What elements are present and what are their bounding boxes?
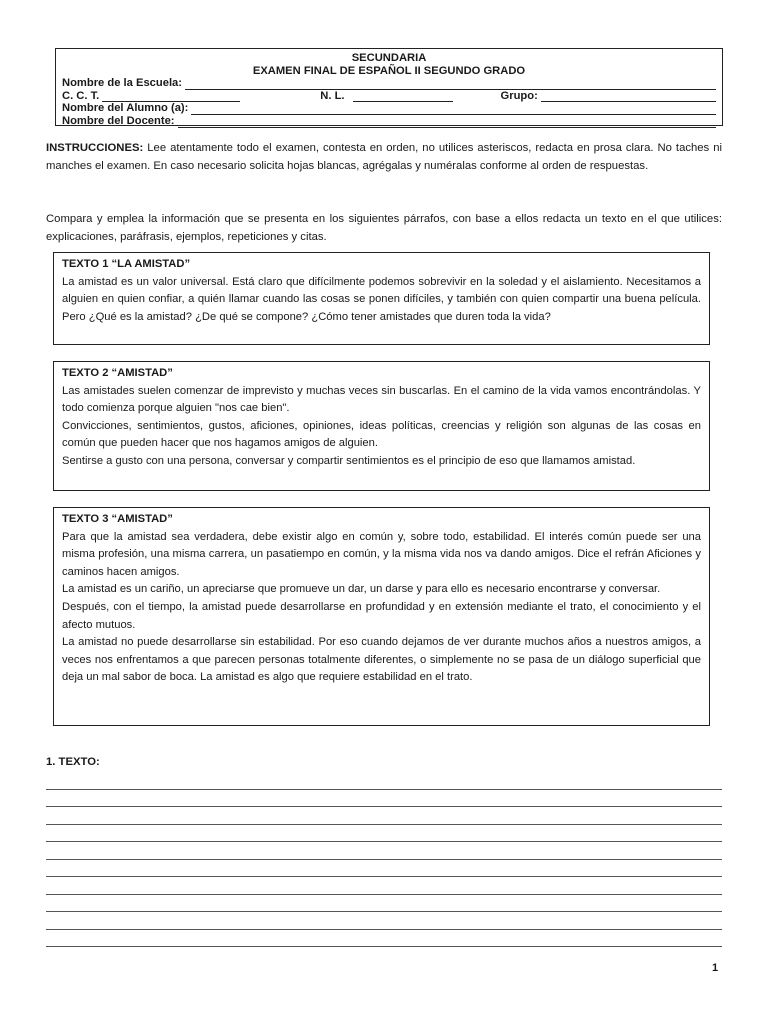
answer-line[interactable]: [46, 877, 722, 895]
instructions: [46, 140, 722, 176]
text-paragraph: La amistad es un valor universal. Está claro que difícilmente podemos sobrevivir en la soledad y el aislamiento. Necesitamos a alguien en quien confiar, a quién llamar cuando las cosas se ponen difíciles, y también con quien compartir una buena película. Pero ¿Qué es la amistad? ¿De qué se compone? ¿Cómo tener amistades que duren toda la vida?: [62, 275, 701, 323]
question-1-label: 1. TEXTO:: [46, 756, 100, 768]
text-paragraph: Convicciones, sentimientos, gustos, aficiones, opiniones, ideas políticas, creencias y religión son algunas de las cosas en común que pueden hacer que nos hagamos amigos de alguien.: [62, 419, 701, 450]
nl-blank[interactable]: [353, 92, 453, 102]
answer-line[interactable]: [46, 825, 722, 843]
answer-line[interactable]: [46, 930, 722, 948]
text-box-2: [53, 361, 710, 491]
nl-label: N. L.: [320, 89, 345, 102]
text-box-1: [53, 252, 710, 345]
text-box-title: TEXTO 1 “LA AMISTAD”: [62, 258, 191, 270]
answer-line[interactable]: [46, 842, 722, 860]
group-label: Grupo:: [500, 89, 538, 102]
text-paragraph: Sentirse a gusto con una persona, conversar y compartir sentimientos es el principio de eso que llamamos amistad.: [62, 454, 636, 467]
text-box-3: [53, 507, 710, 726]
teacher-blank[interactable]: [178, 118, 716, 128]
text-box-title: TEXTO 3 “AMISTAD”: [62, 513, 173, 525]
school-row: [62, 77, 716, 90]
text-paragraph: Las amistades suelen comenzar de imprevisto y muchas veces sin buscarlas. En el camino de la vida vamos encontrándolas. Y todo comienza porque alguien "nos cae bien".: [62, 384, 701, 415]
page-number: 1: [712, 962, 719, 974]
school-blank[interactable]: [185, 80, 716, 90]
text-paragraph: La amistad no puede desarrollarse sin estabilidad. Por eso cuando dejamos de ver durante muchos años a nuestros amigos, a veces nos enfrentamos a que parecen personas totalmente diferentes, o simplemente no se pasa de un diálogo superficial que deja un mal sabor de boca. La amistad es algo que requiere estabilidad en el trato.: [62, 636, 701, 684]
answer-line[interactable]: [46, 790, 722, 808]
answer-line[interactable]: [46, 860, 722, 878]
answer-line[interactable]: [46, 772, 722, 790]
student-blank[interactable]: [191, 105, 716, 115]
cct-blank[interactable]: [102, 92, 240, 102]
text-box-title: TEXTO 2 “AMISTAD”: [62, 367, 173, 379]
group-blank[interactable]: [541, 92, 716, 102]
student-label: Nombre del Alumno (a):: [62, 102, 189, 115]
teacher-row: [62, 115, 716, 128]
answer-line[interactable]: [46, 807, 722, 825]
answer-line[interactable]: [46, 912, 722, 930]
level-heading: SECUNDARIA: [351, 52, 427, 64]
answer-line[interactable]: [46, 895, 722, 913]
exam-title: EXAMEN FINAL DE ESPAÑOL II SEGUNDO GRADO: [252, 64, 526, 77]
cct-label: C. C. T.: [62, 89, 100, 102]
school-label: Nombre de la Escuela:: [62, 77, 182, 90]
text-paragraph: Después, con el tiempo, la amistad puede desarrollarse en profundidad y en extensión mediante el trato, el conocimiento y el afecto mutuos.: [62, 600, 701, 631]
prompt-text: Compara y emplea la información que se presenta en los siguientes párrafos, con base a ellos redacta un texto en el que utilices: explicaciones, paráfrasis, ejemplos, repeticiones y citas.: [46, 213, 722, 243]
header-box: [55, 48, 723, 126]
student-row: [62, 102, 716, 115]
teacher-label: Nombre del Docente:: [62, 114, 175, 127]
instructions-label: INSTRUCCIONES:: [46, 142, 144, 154]
instructions-text: Lee atentamente todo el examen, contesta en orden, no utilices asteriscos, redacta en prosa clara. No taches ni manches el examen. En caso necesario solicita hojas blancas, agrégalas y numéralas conforme al orden de respuestas.: [46, 142, 722, 172]
answer-lines: [46, 772, 722, 947]
text-paragraph: La amistad es un cariño, un apreciarse que promueve un dar, un darse y para ello es necesario encontrarse y conversar.: [62, 583, 661, 596]
text-paragraph: Para que la amistad sea verdadera, debe existir algo en común y, sobre todo, estabilidad. El interés común puede ser una misma profesión, una misma carrera, un pasatiempo en común, y la misma vida nos va dando amigos. Dice el refrán Aficiones y caminos hacen amigos.: [62, 530, 701, 578]
cct-row: [62, 90, 716, 103]
